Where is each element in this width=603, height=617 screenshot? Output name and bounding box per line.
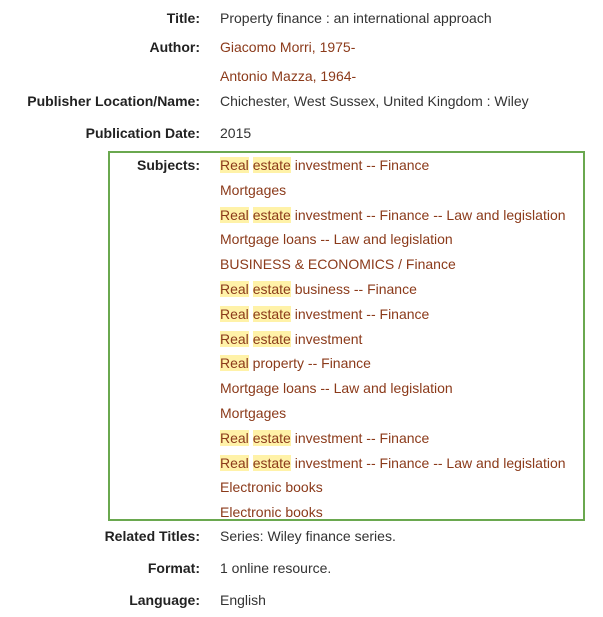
publication-date-row xyxy=(0,123,603,143)
search-term-highlight: Real xyxy=(220,355,249,372)
subject-item xyxy=(220,205,566,230)
subject-link[interactable] xyxy=(220,430,429,446)
subject-text: investment -- Finance xyxy=(290,305,430,322)
author-row-2 xyxy=(0,66,603,86)
title-value: Property finance : an international approach xyxy=(220,10,492,26)
subject-link[interactable] xyxy=(220,306,429,322)
subject-link[interactable] xyxy=(220,331,362,347)
search-term-highlight: Real xyxy=(220,157,249,173)
subject-item xyxy=(220,180,566,205)
publisher-value: Chichester, West Sussex, United Kingdom : Wiley xyxy=(220,93,529,109)
author-row xyxy=(0,37,603,57)
subject-text: investment -- Finance -- Law and legislation xyxy=(290,454,566,471)
subject-link[interactable] xyxy=(220,231,453,247)
subject-text: Electronic books xyxy=(220,504,323,521)
subject-item xyxy=(220,477,566,502)
subjects-label: Subjects: xyxy=(136,157,200,173)
subject-item xyxy=(220,254,566,279)
subject-text: investment -- Finance -- Law and legislation xyxy=(290,206,566,223)
search-term-highlight: Real xyxy=(220,330,249,347)
search-term-highlight: estate xyxy=(252,157,291,173)
subject-text: Mortgage loans -- Law and legislation xyxy=(220,380,453,397)
subject-text: Electronic books xyxy=(220,479,323,496)
subject-item xyxy=(220,453,566,478)
format-value: 1 online resource. xyxy=(220,560,332,576)
subject-link[interactable] xyxy=(220,355,371,371)
format-row xyxy=(0,558,603,578)
subject-text: investment -- Finance xyxy=(290,157,430,173)
author-link[interactable]: Giacomo Morri, 1975- xyxy=(220,39,356,55)
title-label: Title: xyxy=(166,10,200,26)
author-value-1 xyxy=(220,37,355,57)
subject-link[interactable] xyxy=(220,479,323,495)
search-term-highlight: estate xyxy=(252,305,291,322)
subject-link[interactable] xyxy=(220,157,429,173)
search-term-highlight: Real xyxy=(220,454,249,471)
title-row xyxy=(0,8,603,28)
subject-item xyxy=(220,353,566,378)
search-term-highlight: estate xyxy=(252,454,291,471)
search-term-highlight: estate xyxy=(252,206,291,223)
subject-item xyxy=(220,403,566,428)
language-label: Language: xyxy=(129,592,200,608)
subject-link[interactable] xyxy=(220,207,566,223)
language-value: English xyxy=(220,592,266,608)
subject-item xyxy=(220,229,566,254)
subject-link[interactable] xyxy=(220,455,566,471)
related-titles-row xyxy=(0,526,603,546)
subject-text: Mortgages xyxy=(220,404,287,421)
search-term-highlight: Real xyxy=(220,280,249,297)
subject-text: investment -- Finance xyxy=(290,429,430,446)
subject-text: BUSINESS & ECONOMICS / Finance xyxy=(220,256,456,273)
subject-item xyxy=(220,155,566,180)
search-term-highlight: estate xyxy=(252,280,291,297)
subject-text: property -- Finance xyxy=(248,355,371,372)
subject-link[interactable] xyxy=(220,182,286,198)
subject-text: business -- Finance xyxy=(290,280,417,297)
subject-link[interactable] xyxy=(220,256,456,272)
search-term-highlight: Real xyxy=(220,305,249,322)
subject-text: Mortgages xyxy=(220,181,287,198)
subject-item xyxy=(220,279,566,304)
subjects-list xyxy=(220,155,566,527)
language-row xyxy=(0,590,603,610)
subject-text: investment xyxy=(290,330,363,347)
search-term-highlight: estate xyxy=(252,429,291,446)
publication-date-value: 2015 xyxy=(220,125,252,141)
search-term-highlight: estate xyxy=(252,330,291,347)
subject-link[interactable] xyxy=(220,405,286,421)
publisher-row xyxy=(0,91,603,111)
author-label: Author: xyxy=(149,39,200,55)
related-titles-value: Series: Wiley finance series. xyxy=(220,528,396,544)
subject-text: Mortgage loans -- Law and legislation xyxy=(220,231,453,248)
format-label: Format: xyxy=(147,560,200,576)
subject-item xyxy=(220,428,566,453)
search-term-highlight: Real xyxy=(220,206,249,223)
subject-item xyxy=(220,304,566,329)
subject-link[interactable] xyxy=(220,380,453,396)
author-link[interactable]: Antonio Mazza, 1964- xyxy=(220,68,357,84)
publication-date-label: Publication Date: xyxy=(85,125,200,141)
subject-item xyxy=(220,378,566,403)
search-term-highlight: Real xyxy=(220,429,249,446)
subject-link[interactable] xyxy=(220,281,417,297)
subject-link[interactable] xyxy=(220,504,323,520)
subject-item xyxy=(220,329,566,354)
related-titles-label: Related Titles: xyxy=(104,528,200,544)
subject-item xyxy=(220,502,566,527)
publisher-label: Publisher Location/Name: xyxy=(27,93,200,109)
author-value-2 xyxy=(220,66,356,86)
